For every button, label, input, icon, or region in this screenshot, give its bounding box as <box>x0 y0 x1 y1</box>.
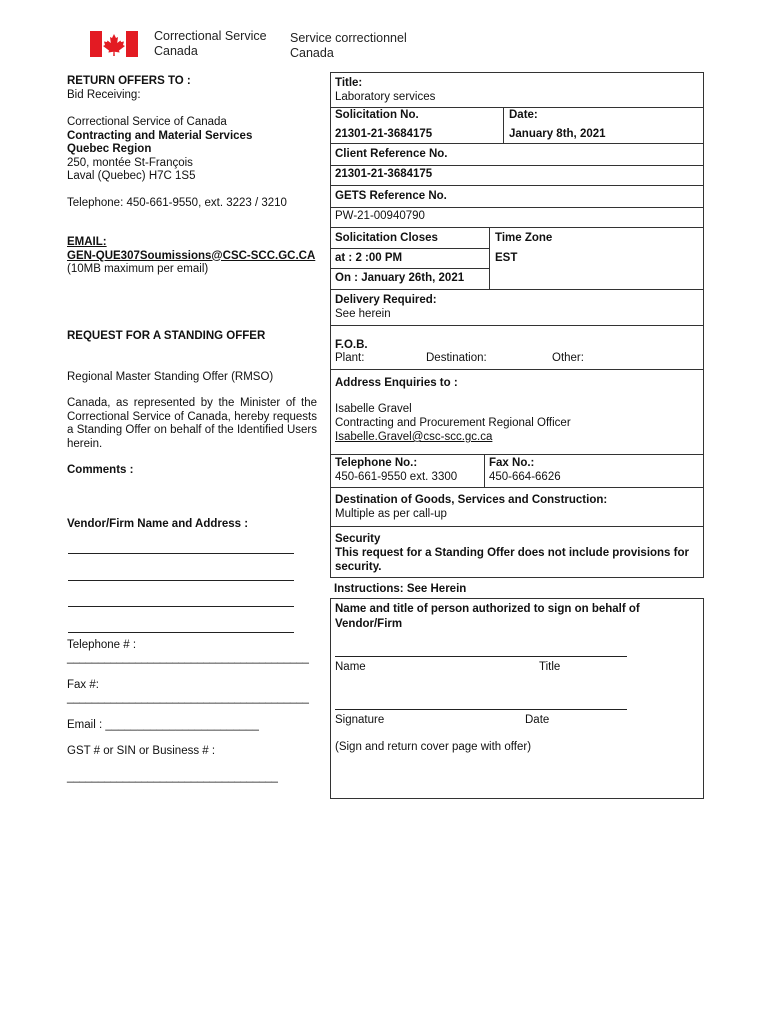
signature-caption: Signature <box>335 714 385 726</box>
fob-other: Other: <box>552 352 584 364</box>
fob-plant: Plant: <box>335 352 365 364</box>
vendor-address-line-3[interactable] <box>68 606 294 607</box>
authorized-person-label: Name and title of person authorized to sign on behalf of Vendor/Firm <box>335 603 640 630</box>
contact-email-link[interactable]: Isabelle.Gravel@csc-scc.gc.ca <box>335 431 493 443</box>
bid-receiving-label: Bid Receiving: <box>67 89 141 101</box>
solicitation-number: 21301-21-3684175 <box>335 128 433 140</box>
email-note: (10MB maximum per email) <box>67 263 209 275</box>
fax-field-label: Fax #: <box>67 679 99 691</box>
client-reference-value: 21301-21-3684175 <box>335 168 433 180</box>
org-name-french: Service correctionnel Canada <box>290 31 407 60</box>
fax-field: Fax No.: 450-664-6626 <box>489 457 561 483</box>
comments-label: Comments : <box>67 464 134 476</box>
name-title-signature-line[interactable] <box>335 656 627 657</box>
gets-reference-value: PW-21-00940790 <box>335 210 425 222</box>
closing-time: at : 2 :00 PM <box>335 252 403 264</box>
destination-field: Destination of Goods, Services and Construction: Multiple as per call-up <box>335 494 608 520</box>
solicitation-closes-label: Solicitation Closes <box>335 232 438 244</box>
fob-destination: Destination: <box>426 352 487 364</box>
contact-block <box>331 402 571 444</box>
client-reference-label: Client Reference No. <box>335 148 448 160</box>
vendor-address-line-2[interactable] <box>68 580 294 581</box>
contact-name: Isabelle Gravel <box>335 403 412 415</box>
signature-box <box>330 598 704 799</box>
telephone-field-line[interactable]: _______________________________________ <box>67 652 309 664</box>
timezone-label: Time Zone <box>495 232 553 244</box>
vendor-address-line-4[interactable] <box>68 632 294 633</box>
email-label: EMAIL: <box>67 236 107 248</box>
gst-field-label: GST # or SIN or Business # : <box>67 745 216 757</box>
org-name-english: Correctional Service Canada <box>154 29 267 58</box>
phone-field: Telephone No.: 450-661-9550 ext. 3300 <box>335 457 458 483</box>
fax-field-line[interactable]: _______________________________________ <box>67 692 309 704</box>
request-title: REQUEST FOR A STANDING OFFER <box>67 330 266 342</box>
enquiries-label: Address Enquiries to : <box>335 377 458 389</box>
canada-flag-logo <box>90 31 138 57</box>
timezone-value: EST <box>495 252 518 264</box>
signature-date-line[interactable] <box>335 709 627 710</box>
name-caption: Name <box>335 661 366 673</box>
gets-reference-label: GETS Reference No. <box>335 190 447 202</box>
date-value: January 8th, 2021 <box>509 128 606 140</box>
security-field: Security This request for a Standing Offer does not include provisions for security. <box>335 533 689 573</box>
date-caption: Date <box>525 714 550 726</box>
sign-return-note: (Sign and return cover page with offer) <box>335 741 532 753</box>
title-caption: Title <box>539 661 561 673</box>
vendor-address-line-1[interactable] <box>68 553 294 554</box>
return-address: Correctional Service of Canada Contracting and Material Services Quebec Region 250, montée St-François Laval (Quebec) H7C 1S5 <box>67 116 253 182</box>
email-link[interactable]: GEN-QUE307Soumissions@CSC-SCC.GC.CA <box>67 249 316 262</box>
telephone-field-label: Telephone # : <box>67 639 137 651</box>
rmso-label: Regional Master Standing Offer (RMSO) <box>67 371 274 383</box>
email-field[interactable]: Email : ________________________ <box>67 719 259 731</box>
instructions-label: Instructions: See Herein <box>334 583 467 595</box>
email-block <box>67 236 315 277</box>
contact-telephone: Telephone: 450-661-9550, ext. 3223 / 3210 <box>67 197 287 209</box>
solicitation-info-box <box>330 72 704 578</box>
fob-label: F.O.B. <box>335 339 368 351</box>
title-field: Title: Laboratory services <box>335 77 436 103</box>
vendor-label: Vendor/Firm Name and Address : <box>67 518 249 530</box>
request-description: Canada, as represented by the Minister of the Correctional Service of Canada, hereby requests a Standing Offer on behalf of the Identified Users herein. <box>67 397 317 450</box>
date-label: Date: <box>509 109 538 121</box>
return-offers-heading: RETURN OFFERS TO : <box>67 75 191 87</box>
contact-title: Contracting and Procurement Regional Officer <box>335 417 571 429</box>
gst-field-line[interactable]: __________________________________ <box>67 771 278 783</box>
solicitation-label: Solicitation No. <box>335 109 419 121</box>
delivery-required: Delivery Required: See herein <box>335 294 437 320</box>
closing-date: On : January 26th, 2021 <box>335 272 465 284</box>
